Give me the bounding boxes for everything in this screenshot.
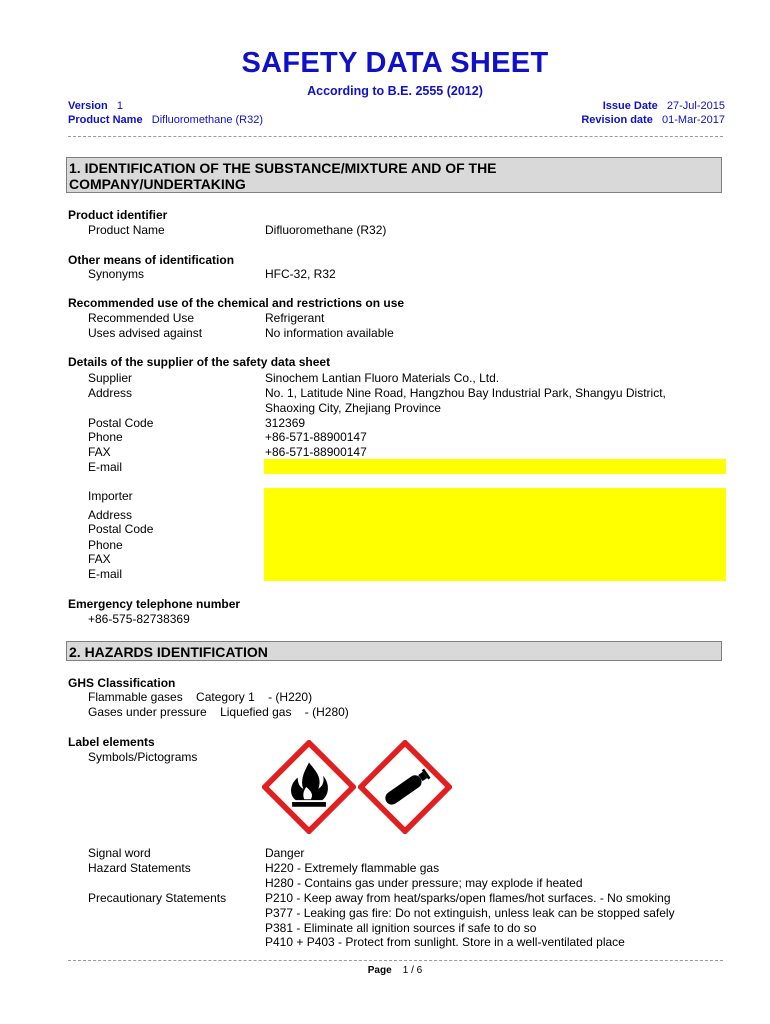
document-subtitle: According to B.E. 2555 (2012)	[307, 84, 483, 98]
importer-postal-label: Postal Code	[88, 522, 154, 536]
gas-cylinder-icon	[358, 740, 452, 834]
recommended-use-heading: Recommended use of the chemical and restrictions on use	[68, 296, 405, 310]
other-means-heading: Other means of identification	[68, 253, 235, 267]
ghs-line-1: Flammable gases Category 1 - (H220)	[88, 690, 313, 704]
precautionary-label: Precautionary Statements	[88, 891, 227, 905]
section-1-title-line1: 1. IDENTIFICATION OF THE SUBSTANCE/MIXTURE AND OF THE	[69, 160, 497, 176]
importer-highlight	[264, 488, 726, 581]
document-title: SAFETY DATA SHEET	[241, 47, 549, 79]
ghs-line-2: Gases under pressure Liquefied gas - (H280)	[88, 705, 349, 719]
uses-advised-value: No information available	[265, 326, 394, 340]
phone-label: Phone	[88, 430, 123, 444]
postal-code-label: Postal Code	[88, 416, 154, 430]
revision-date-value: 01-Mar-2017	[662, 114, 725, 126]
precaution-statement-3: P381 - Eliminate all ignition sources if safe to do so	[265, 921, 537, 935]
symbols-label: Symbols/Pictograms	[88, 750, 198, 764]
precaution-statement-4: P410 + P403 - Protect from sunlight. Store in a well-ventilated place	[265, 935, 625, 949]
flame-icon	[262, 740, 356, 834]
supplier-value: Sinochem Lantian Fluoro Materials Co., Ltd.	[265, 371, 500, 385]
section-1-title-line2: COMPANY/UNDERTAKING	[69, 176, 246, 192]
address-line2: Shaoxing City, Zhejiang Province	[265, 401, 441, 415]
supplier-label: Supplier	[88, 371, 133, 385]
header-divider	[68, 136, 723, 137]
footer-divider	[68, 960, 723, 961]
product-name-label: Product Name	[68, 114, 143, 126]
header-left-block	[68, 99, 263, 127]
email-highlight	[264, 459, 726, 474]
product-name-field-value: Difluoromethane (R32)	[265, 223, 387, 237]
phone-value: +86-571-88900147	[265, 430, 367, 444]
importer-address-label: Address	[88, 508, 133, 522]
hazard-label: Hazard Statements	[88, 861, 191, 875]
page-number: 1 / 6	[402, 965, 423, 976]
hazard-statement-2: H280 - Contains gas under pressure; may explode if heated	[265, 876, 583, 890]
header-right-block	[581, 99, 725, 127]
product-name-field-label: Product Name	[88, 223, 165, 237]
page-label: Page	[367, 965, 392, 976]
version-label: Version	[68, 100, 108, 112]
importer-fax-label: FAX	[88, 552, 111, 566]
synonyms-label: Synonyms	[88, 267, 145, 281]
hazard-statement-1: H220 - Extremely flammable gas	[265, 861, 440, 875]
fax-label: FAX	[88, 445, 111, 459]
importer-email-label: E-mail	[88, 567, 123, 581]
address-label: Address	[88, 386, 133, 400]
importer-label: Importer	[88, 489, 133, 503]
label-elements-heading: Label elements	[68, 735, 155, 749]
emergency-heading: Emergency telephone number	[68, 597, 241, 611]
recommended-use-label: Recommended Use	[88, 311, 195, 325]
precaution-statement-2: P377 - Leaking gas fire: Do not extinguish, unless leak can be stopped safely	[265, 906, 675, 920]
postal-code-value: 312369	[265, 416, 306, 430]
section-2-heading: 2. HAZARDS IDENTIFICATION	[66, 641, 722, 661]
signal-word-value: Danger	[265, 846, 305, 860]
email-label: E-mail	[88, 460, 123, 474]
issue-date-label: Issue Date	[602, 100, 658, 112]
version-value: 1	[116, 100, 124, 112]
address-line1: No. 1, Latitude Nine Road, Hangzhou Bay Industrial Park, Shangyu District,	[265, 386, 666, 400]
product-name-value: Difluoromethane (R32)	[151, 114, 264, 126]
importer-phone-label: Phone	[88, 538, 123, 552]
fax-value: +86-571-88900147	[265, 445, 367, 459]
signal-word-label: Signal word	[88, 846, 151, 860]
issue-date-value: 27-Jul-2015	[666, 100, 725, 112]
product-identifier-heading: Product identifier	[68, 208, 168, 222]
uses-advised-label: Uses advised against	[88, 326, 203, 340]
supplier-heading: Details of the supplier of the safety data sheet	[68, 355, 331, 369]
ghs-heading: GHS Classification	[68, 676, 176, 690]
emergency-value: +86-575-82738369	[88, 612, 190, 626]
precaution-statement-1: P210 - Keep away from heat/sparks/open flames/hot surfaces. - No smoking	[265, 891, 671, 905]
section-1-heading	[66, 157, 722, 193]
page-footer	[0, 965, 770, 976]
recommended-use-value: Refrigerant	[265, 311, 325, 325]
revision-date-label: Revision date	[581, 114, 653, 126]
synonyms-value: HFC-32, R32	[265, 267, 336, 281]
